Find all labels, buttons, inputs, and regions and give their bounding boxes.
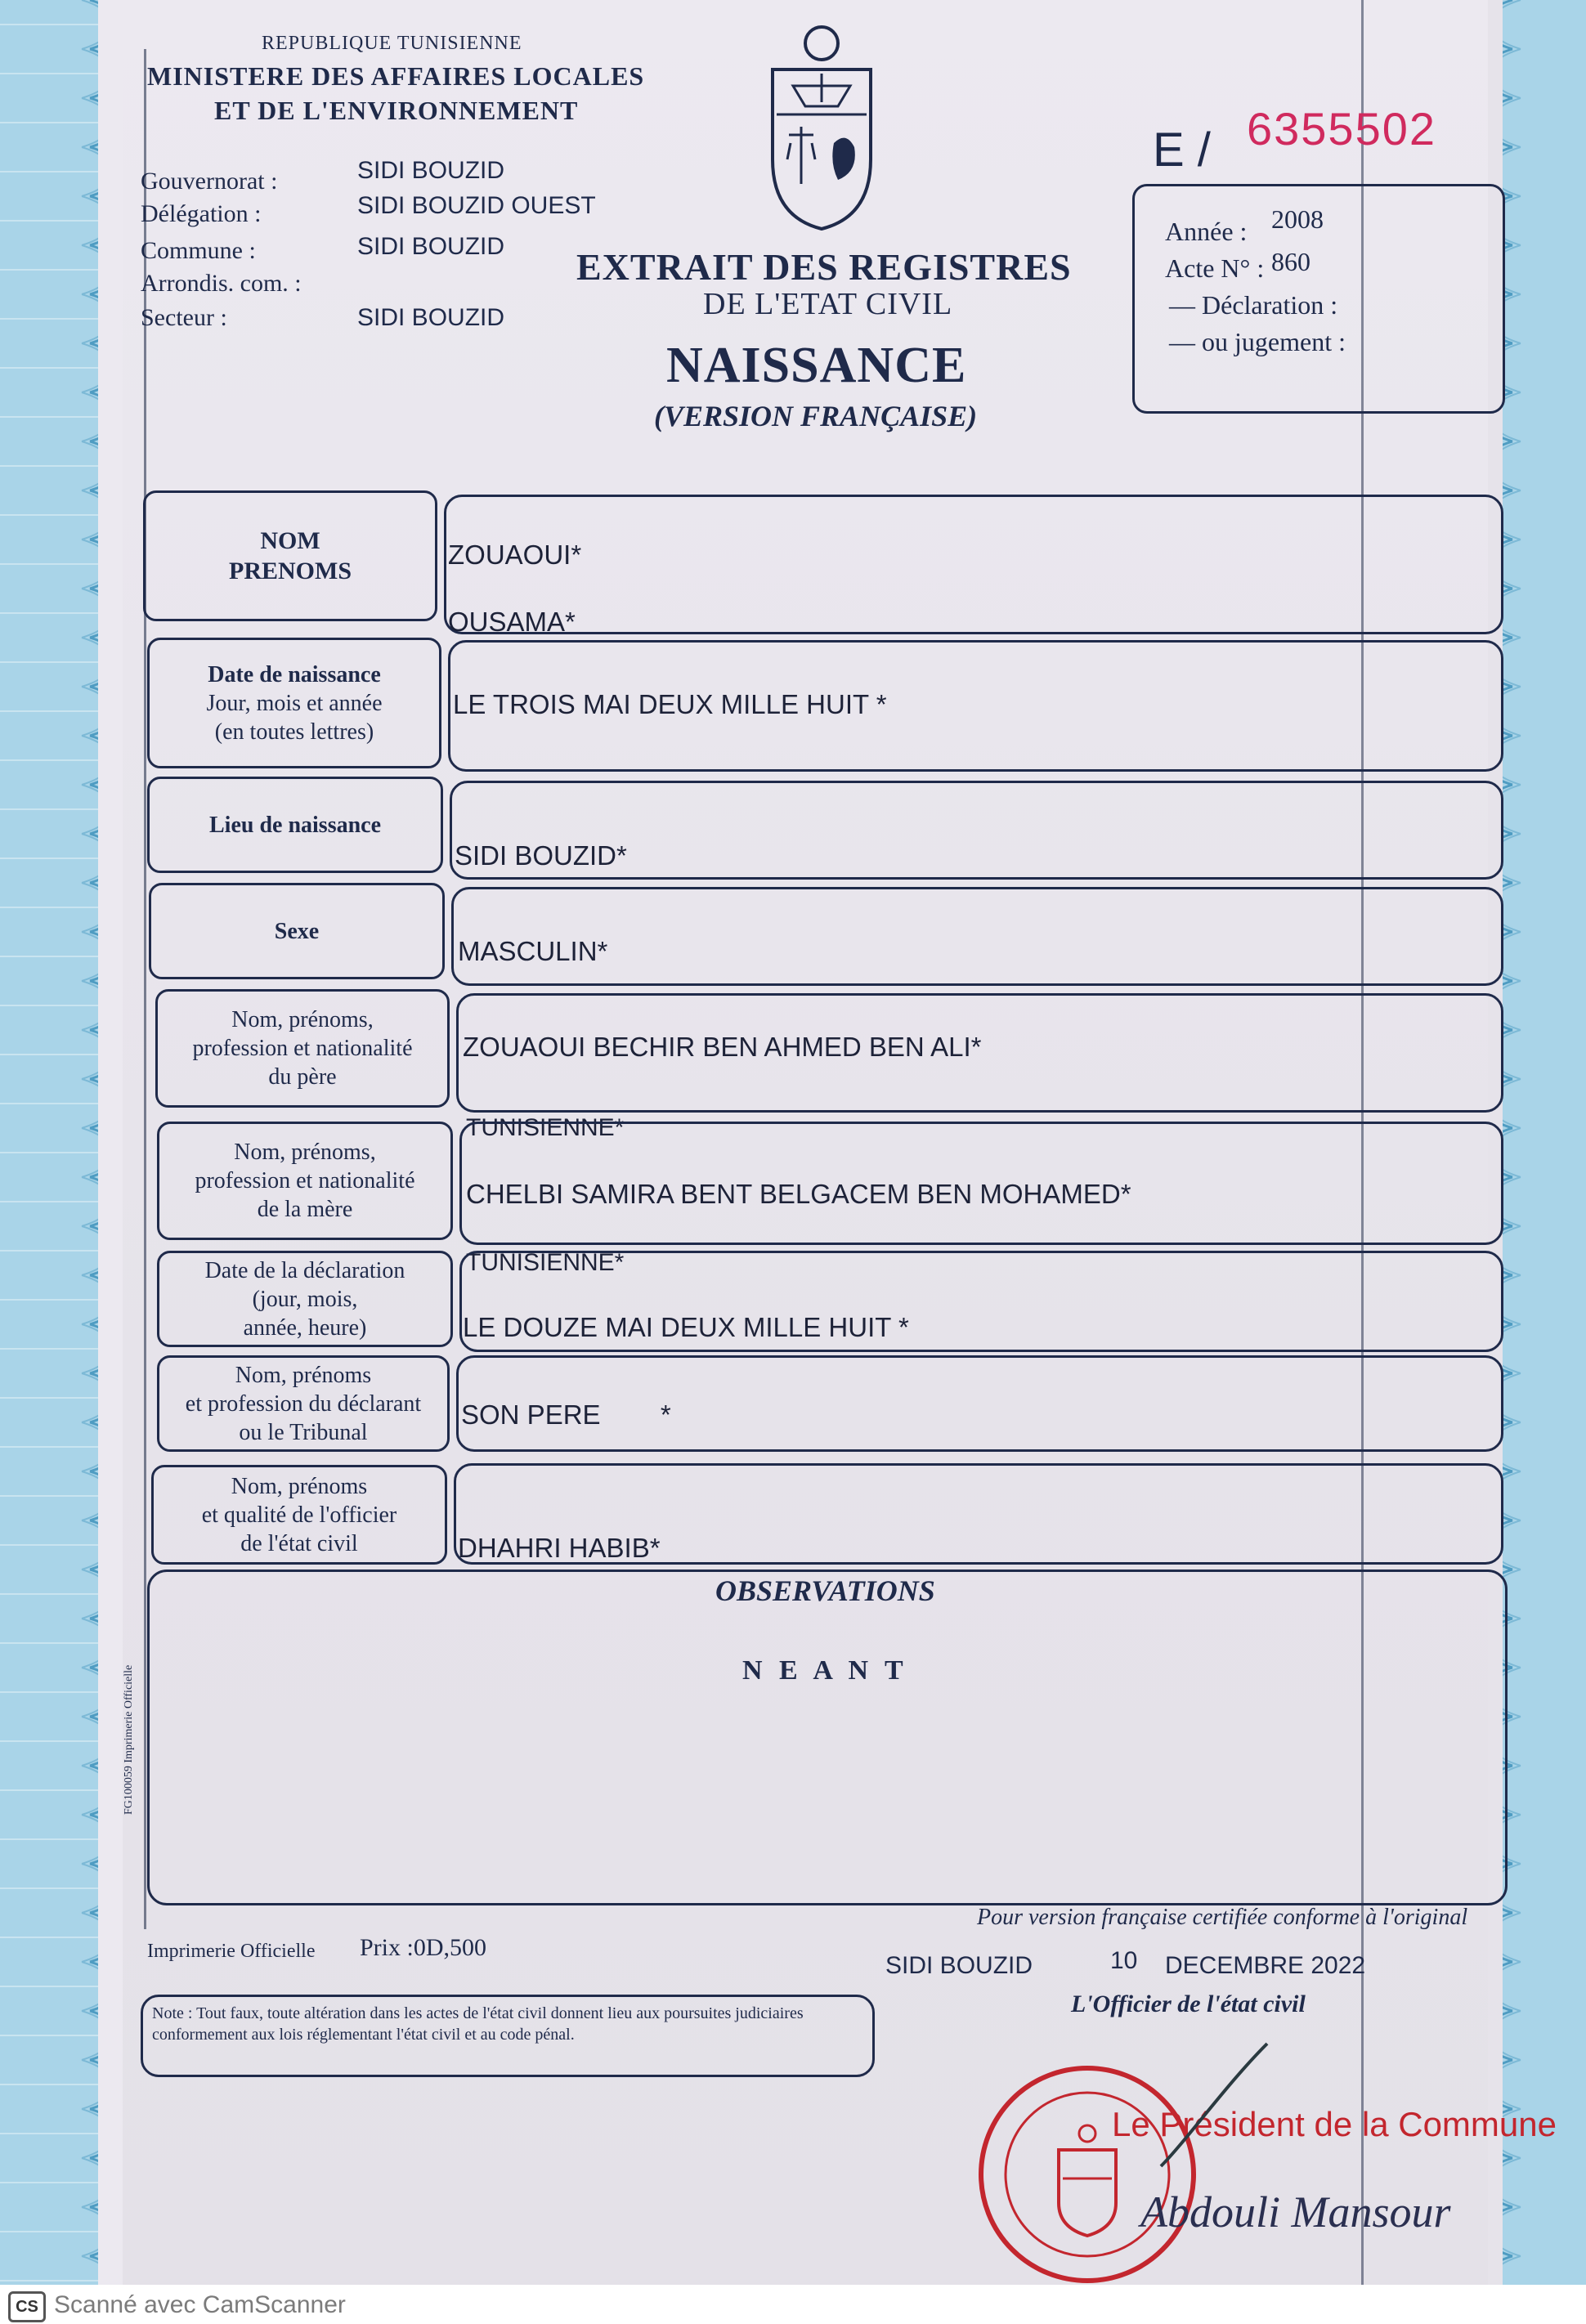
mere-label2: profession et nationalité — [195, 1168, 415, 1193]
delegation-label: Délégation : — [141, 200, 262, 227]
mere-label-box — [157, 1122, 453, 1240]
pere-nationality: TUNISIENNE* — [466, 1114, 625, 1141]
nom-value-box — [444, 495, 1503, 634]
certified-statement: Pour version française certifiée conforme à l'original — [977, 1905, 1468, 1930]
dob-label-sub2: (en toutes lettres) — [214, 719, 374, 745]
ministry-line1: MINISTERE DES AFFAIRES LOCALES — [147, 61, 645, 91]
secteur-value: SIDI BOUZID — [357, 304, 505, 331]
declarant-value: SON PERE * — [461, 1399, 671, 1430]
lieu-label: Lieu de naissance — [208, 812, 382, 838]
declarant-label1: Nom, prénoms — [235, 1362, 372, 1388]
signature-name: Abdouli Mansour — [1140, 2187, 1451, 2237]
officier-label3: de l'état civil — [240, 1530, 358, 1556]
officier-label1: Nom, prénoms — [231, 1473, 368, 1499]
observations-value: N E A N T — [742, 1655, 908, 1686]
sexe-value: MASCULIN* — [458, 936, 608, 966]
decl-label2: (jour, mois, — [252, 1286, 358, 1312]
gouvernorat-label: Gouvernorat : — [141, 168, 278, 195]
declarant-label2: et profession du déclarant — [185, 1390, 422, 1417]
declaration-value: LE DOUZE MAI DEUX MILLE HUIT * — [463, 1312, 909, 1342]
scanner-footer — [0, 2285, 1586, 2324]
republic-header: REPUBLIQUE TUNISIENNE — [262, 33, 522, 54]
pere-label-box — [155, 989, 450, 1108]
dob-value: LE TROIS MAI DEUX MILLE HUIT * — [453, 689, 887, 719]
declaration-label-box — [157, 1251, 453, 1347]
tunisia-coat-of-arms-icon — [756, 20, 887, 233]
serial-prefix: E / — [1153, 123, 1211, 177]
acte-label: Acte N° : — [1165, 253, 1265, 283]
legal-note: Note : Tout faux, toute altération dans les actes de l'état civil donnent lieu aux poursuites judiciaires conformement aux lois réglementant l'état civil et au code pénal. — [152, 2004, 804, 2044]
side-print-mark: FG100059 Imprimerie Officielle — [123, 1664, 135, 1815]
observations-box — [147, 1569, 1508, 1905]
stamp-president-text: Le Président de la Commune — [1112, 2105, 1557, 2143]
arrondissement-label: Arrondis. com. : — [141, 270, 302, 297]
left-guilloche-border — [0, 0, 123, 2285]
issue-place: SIDI BOUZID — [885, 1952, 1033, 1979]
pere-label1: Nom, prénoms, — [231, 1007, 374, 1032]
pere-value: ZOUAOUI BECHIR BEN AHMED BEN ALI* — [463, 1032, 982, 1062]
annee-label: Année : — [1165, 217, 1248, 246]
officier-value: DHAHRI HABIB* — [458, 1533, 661, 1563]
secteur-label: Secteur : — [141, 304, 227, 331]
decl-label3: année, heure) — [243, 1314, 367, 1341]
prenoms-label: PRENOMS — [229, 557, 352, 584]
pere-label3: du père — [268, 1064, 337, 1090]
officier-label-box — [151, 1465, 447, 1565]
sexe-label: Sexe — [274, 918, 320, 944]
version-label: (VERSION FRANÇAISE) — [654, 400, 978, 432]
title-line2: DE L'ETAT CIVIL — [703, 287, 953, 321]
commune-value: SIDI BOUZID — [357, 233, 505, 260]
decl-label1: Date de la déclaration — [204, 1257, 405, 1283]
annee-value: 2008 — [1271, 204, 1324, 234]
mere-value: CHELBI SAMIRA BENT BELGACEM BEN MOHAMED* — [466, 1179, 1131, 1209]
mere-label1: Nom, prénoms, — [234, 1140, 376, 1165]
officier-label2: et qualité de l'officier — [201, 1502, 397, 1528]
acte-value: 860 — [1271, 247, 1310, 276]
serial-number: 6355502 — [1247, 103, 1437, 154]
declaration-label: — Déclaration : — [1169, 290, 1338, 320]
jugement-label: — ou jugement : — [1169, 327, 1346, 356]
imprimerie-label: Imprimerie Officielle — [147, 1941, 316, 1962]
sexe-label-box — [149, 883, 445, 979]
commune-label: Commune : — [141, 237, 256, 264]
mere-nationality: TUNISIENNE* — [466, 1249, 625, 1276]
scanner-text: Scanné avec CamScanner — [54, 2291, 346, 2318]
declarant-label-box — [157, 1355, 450, 1452]
nom-value: ZOUAOUI* — [448, 540, 582, 570]
title-line1: EXTRAIT DES REGISTRES — [576, 246, 1072, 288]
pere-label2: profession et nationalité — [192, 1036, 413, 1061]
dob-label-sub1: Jour, mois et année — [206, 690, 383, 716]
signature-stroke — [1153, 2035, 1300, 2174]
issue-day: 10 — [1110, 1947, 1138, 1974]
issue-month-year: DECEMBRE 2022 — [1165, 1952, 1366, 1979]
document-title: NAISSANCE — [666, 338, 967, 393]
nom-label: NOM — [260, 526, 320, 554]
nom-prenoms-label-box — [143, 490, 437, 621]
declarant-label3: ou le Tribunal — [239, 1419, 368, 1445]
gouvernorat-value: SIDI BOUZID — [357, 157, 505, 184]
observations-title: OBSERVATIONS — [715, 1574, 935, 1607]
delegation-value: SIDI BOUZID OUEST — [357, 192, 596, 219]
mere-label3: de la mère — [257, 1197, 353, 1222]
lieu-label-box — [147, 777, 443, 873]
sexe-value-box — [451, 887, 1503, 986]
officer-title: L'Officier de l'état civil — [1071, 1990, 1306, 2017]
lieu-value: SIDI BOUZID* — [455, 840, 627, 871]
camscanner-icon: CS — [8, 2291, 46, 2322]
ministry-line2: ET DE L'ENVIRONNEMENT — [214, 96, 579, 125]
dob-label-box — [147, 638, 441, 768]
prix-label: Prix :0D,500 — [360, 1934, 487, 1961]
prenom-value: OUSAMA* — [448, 607, 576, 637]
dob-label-title: Date de naissance — [208, 661, 381, 687]
